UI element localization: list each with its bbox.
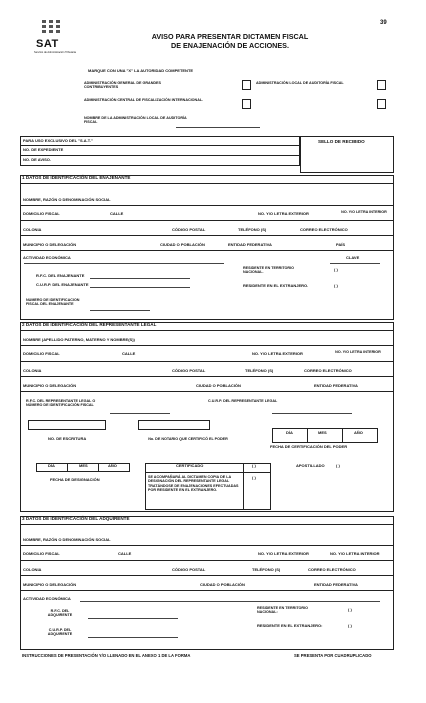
s1-tel-label: TELÉFONO (S): [238, 227, 267, 232]
s3-res-ext-check[interactable]: ( ): [348, 623, 352, 628]
s1-curp-label: C.U.R.P. DEL ENAJENANTE: [36, 282, 89, 287]
s2-curp-line[interactable]: [272, 413, 352, 414]
received-stamp-label: SELLO DE RECIBIDO: [318, 139, 365, 144]
s2-apostillado-check[interactable]: ( ): [336, 463, 340, 468]
authority-prompt: MARQUE CON UNA "X" LA AUTORIDAD COMPETENTE: [88, 68, 194, 73]
s1-pais-label: PAÍS: [336, 242, 346, 247]
s2-calle-label: CALLE: [122, 351, 136, 356]
authority-opt1-label: ADMINISTRACIÓN GENERAL DE GRANDES CONTRIBUYENTES: [84, 81, 161, 90]
s1-clave-label: CLAVE: [346, 255, 360, 260]
s2-notario-label: No. DE NOTARIO QUE CERTIFICÓ EL PODER: [148, 437, 228, 441]
s3-noint-label: NO. Y/O LETRA INTERIOR: [330, 551, 380, 556]
s3-res-nac-check[interactable]: ( ): [348, 607, 352, 612]
sat-logo: [34, 20, 76, 62]
s3-actividad-label: ACTIVIDAD ECONÓMICA: [23, 596, 71, 601]
s2-curp-label: C.U.R.P. DEL REPRESENTANTE LEGAL: [208, 399, 278, 403]
s1-rfc-line[interactable]: [90, 278, 190, 279]
s2-rfc-line[interactable]: [110, 413, 170, 414]
authority-opt2-label: ADMINISTRACIÓN LOCAL DE AUDITORÍA FISCAL: [256, 81, 344, 85]
s1-noint-label: NO. Y/O LETRA INTERIOR: [341, 210, 387, 214]
s3-rfc-line[interactable]: [88, 618, 178, 619]
s2-acomp-label: SE ACOMPAÑARÁ AL DICTAMEN COPIA DE LA DESIGNACIÓN DEL REPRESENTANTE LEGAL TRATÁNDOSE DE ENAJENACIONES EFECTUADAS POR RESIDENTE EN EL EXTRANJERO.: [148, 475, 239, 492]
authority-opt3-checkbox[interactable]: [242, 99, 251, 109]
s1-clave-line[interactable]: [330, 263, 380, 264]
s3-res-nac-label: RESIDENTE EN TERRITORIO NACIONAL:: [257, 606, 308, 615]
s3-noext-label: NO. Y/O LETRA EXTERIOR: [258, 551, 309, 556]
s1-domicilio-label: DOMICILIO FISCAL: [23, 211, 60, 216]
authority-name-line[interactable]: [176, 127, 260, 128]
s1-curp-line[interactable]: [90, 287, 190, 288]
s2-domicilio-label: DOMICILIO FISCAL: [23, 351, 60, 356]
s1-res-nac-check[interactable]: ( ): [334, 267, 338, 272]
s1-rfc-label: R.F.C. DEL ENAJENANTE: [36, 273, 85, 278]
s3-actividad-line[interactable]: [80, 601, 380, 602]
s2-rfc-label: R.F.C. DEL REPRESENTANTE LEGAL O NÚMERO DE IDENTIFICACIÓN FISCAL: [26, 399, 96, 408]
form-title: AVISO PARA PRESENTAR DICTAMEN FISCAL DE ENAJENACIÓN DE ACCIONES.: [151, 32, 309, 50]
s1-numid-line[interactable]: [90, 310, 150, 311]
s2-fd-anio: AÑO: [108, 463, 117, 468]
s2-fd-dia: DÍA: [48, 463, 55, 468]
s3-nombre-label: NOMBRE, RAZÓN O DENOMINACIÓN SOCIAL: [23, 537, 111, 542]
notario-input[interactable]: [138, 420, 210, 430]
page-number: 39: [380, 20, 387, 26]
s3-correo-label: CORREO ELECTRÓNICO: [308, 567, 356, 572]
eagle-emblem-icon: [42, 20, 60, 36]
s2-noint-label: NO. Y/O LETRA INTERIOR: [335, 350, 381, 354]
authority-opt3-label: ADMINISTRACIÓN CENTRAL DE FISCALIZACIÓN INTERNACIONAL.: [84, 98, 204, 102]
s3-res-ext-label: RESIDENTE EN EL EXTRANJERO:: [257, 623, 323, 628]
s2-fecha-poder-label: FECHA DE CERTIFICACIÓN DEL PODER: [270, 444, 348, 449]
s1-municipio-label: MUNICIPIO O DELEGACIÓN: [23, 242, 77, 247]
s2-fp-dia: DÍA: [286, 430, 293, 435]
s3-rfc-label: R.F.C. DEL ADQUIRENTE: [47, 609, 73, 618]
s1-ciudad-label: CIUDAD O POBLACIÓN: [160, 242, 205, 247]
s1-entidad-label: ENTIDAD FEDERATIVA: [228, 242, 272, 247]
s3-ciudad-label: CIUDAD O POBLACIÓN: [200, 582, 245, 587]
logo-subtitle: Servicio de Administración Tributaria: [34, 51, 76, 54]
s2-nombre-label: NOMBRE (APELLIDO PATERNO, MATERNO Y NOMBRE(S)): [23, 337, 135, 342]
s3-curp-label: C.U.R.P. DEL ADQUIRENTE: [47, 628, 73, 637]
s3-entidad-label: ENTIDAD FEDERATIVA: [314, 582, 358, 587]
s2-correo-label: CORREO ELECTRÓNICO: [304, 368, 352, 373]
s2-noext-label: NO. Y/O LETRA EXTERIOR: [252, 351, 303, 356]
s2-municipio-label: MUNICIPIO O DELEGACIÓN: [23, 383, 77, 388]
expediente-label: NO. DE EXPEDIENTE: [23, 147, 64, 152]
s2-tel-label: TELÉFONO (S): [245, 368, 274, 373]
s1-actividad-label: ACTIVIDAD ECONÓMICA: [23, 255, 71, 260]
s3-calle-label: CALLE: [118, 551, 132, 556]
s2-escritura-label: NO. DE ESCRITURA: [48, 436, 87, 441]
s2-fecha-design-label: FECHA DE DESIGNACIÓN: [50, 477, 100, 482]
s3-colonia-label: COLONIA: [23, 567, 42, 572]
s3-curp-line[interactable]: [88, 637, 178, 638]
s1-actividad-line[interactable]: [24, 263, 224, 264]
s2-cp-label: CÓDIGO POSTAL: [172, 368, 206, 373]
s1-numid-label: NUMERO DE IDENTIFICACION FISCAL DEL ENAJENANTE: [26, 298, 80, 307]
s1-noext-label: NO. Y/O LETRA EXTERIOR: [258, 211, 309, 216]
authority-opt2-checkbox[interactable]: [377, 80, 386, 90]
section3-title: 3 DATOS DE IDENTIFICACIÓN DEL ADQUIRENTE: [20, 516, 394, 525]
s2-certificado-check[interactable]: ( ): [252, 463, 256, 468]
s1-res-ext-check[interactable]: ( ): [334, 283, 338, 288]
s3-cp-label: CÓDIGO POSTAL: [172, 567, 206, 572]
s2-fp-anio: AÑO: [354, 430, 363, 435]
s2-apostillado-label: APOSTILLADO: [296, 463, 325, 468]
office-use-label: PARA USO EXCLUSIVO DEL "S.A.T.": [23, 138, 93, 143]
s3-domicilio-label: DOMICILIO FISCAL: [23, 551, 60, 556]
aviso-label: NO. DE AVISO.: [23, 157, 52, 162]
s2-fp-mes: MES: [318, 430, 327, 435]
s1-res-nac-label: RESIDENTE EN TERRITORIO NACIONAL.: [243, 266, 294, 275]
footer-copies: SE PRESENTA POR CUADRUPLICADO: [294, 653, 372, 658]
escritura-input[interactable]: [28, 420, 106, 430]
s3-municipio-label: MUNICIPIO O DELEGACIÓN: [23, 582, 77, 587]
s2-colonia-label: COLONIA: [23, 368, 42, 373]
s1-nombre-label: NOMBRE, RAZÓN O DENOMINACIÓN SOCIAL: [23, 197, 111, 202]
footer-instructions: INSTRUCCIONES DE PRESENTACIÓN Y/O LLENADO EN EL ANEXO 1 DE LA FORMA: [22, 653, 191, 658]
s2-certificado-label: CERTIFICADO: [176, 463, 204, 468]
s2-fd-mes: MES: [79, 463, 88, 468]
logo-acronym: SAT: [36, 38, 59, 50]
s1-correo-label: CORREO ELECTRÓNICO: [300, 227, 348, 232]
authority-opt4-checkbox[interactable]: [377, 99, 386, 109]
section1-title: 1 DATOS DE IDENTIFICACIÓN DEL ENAJENANTE: [20, 175, 394, 184]
s2-entidad-label: ENTIDAD FEDERATIVA: [314, 383, 358, 388]
s2-acomp-check[interactable]: ( ): [252, 475, 256, 480]
s1-colonia-label: COLONIA: [23, 227, 42, 232]
authority-opt4-label: NOMBRE DE LA ADMINISTRACIÓN LOCAL DE AUDITORÍA FISCAL: [84, 116, 187, 125]
s1-calle-label: CALLE: [110, 211, 124, 216]
s1-res-ext-label: RESIDENTE EN EL EXTRANJERO.: [243, 283, 309, 288]
s1-cp-label: CÓDIGO POSTAL: [172, 227, 206, 232]
section2-title: 2 DATOS DE IDENTIFICACIÓN DEL REPRESENTANTE LEGAL: [20, 322, 394, 331]
s3-tel-label: TELÉFONO (S): [252, 567, 281, 572]
authority-opt1-checkbox[interactable]: [242, 80, 251, 90]
s2-ciudad-label: CIUDAD O POBLACIÓN: [196, 383, 241, 388]
